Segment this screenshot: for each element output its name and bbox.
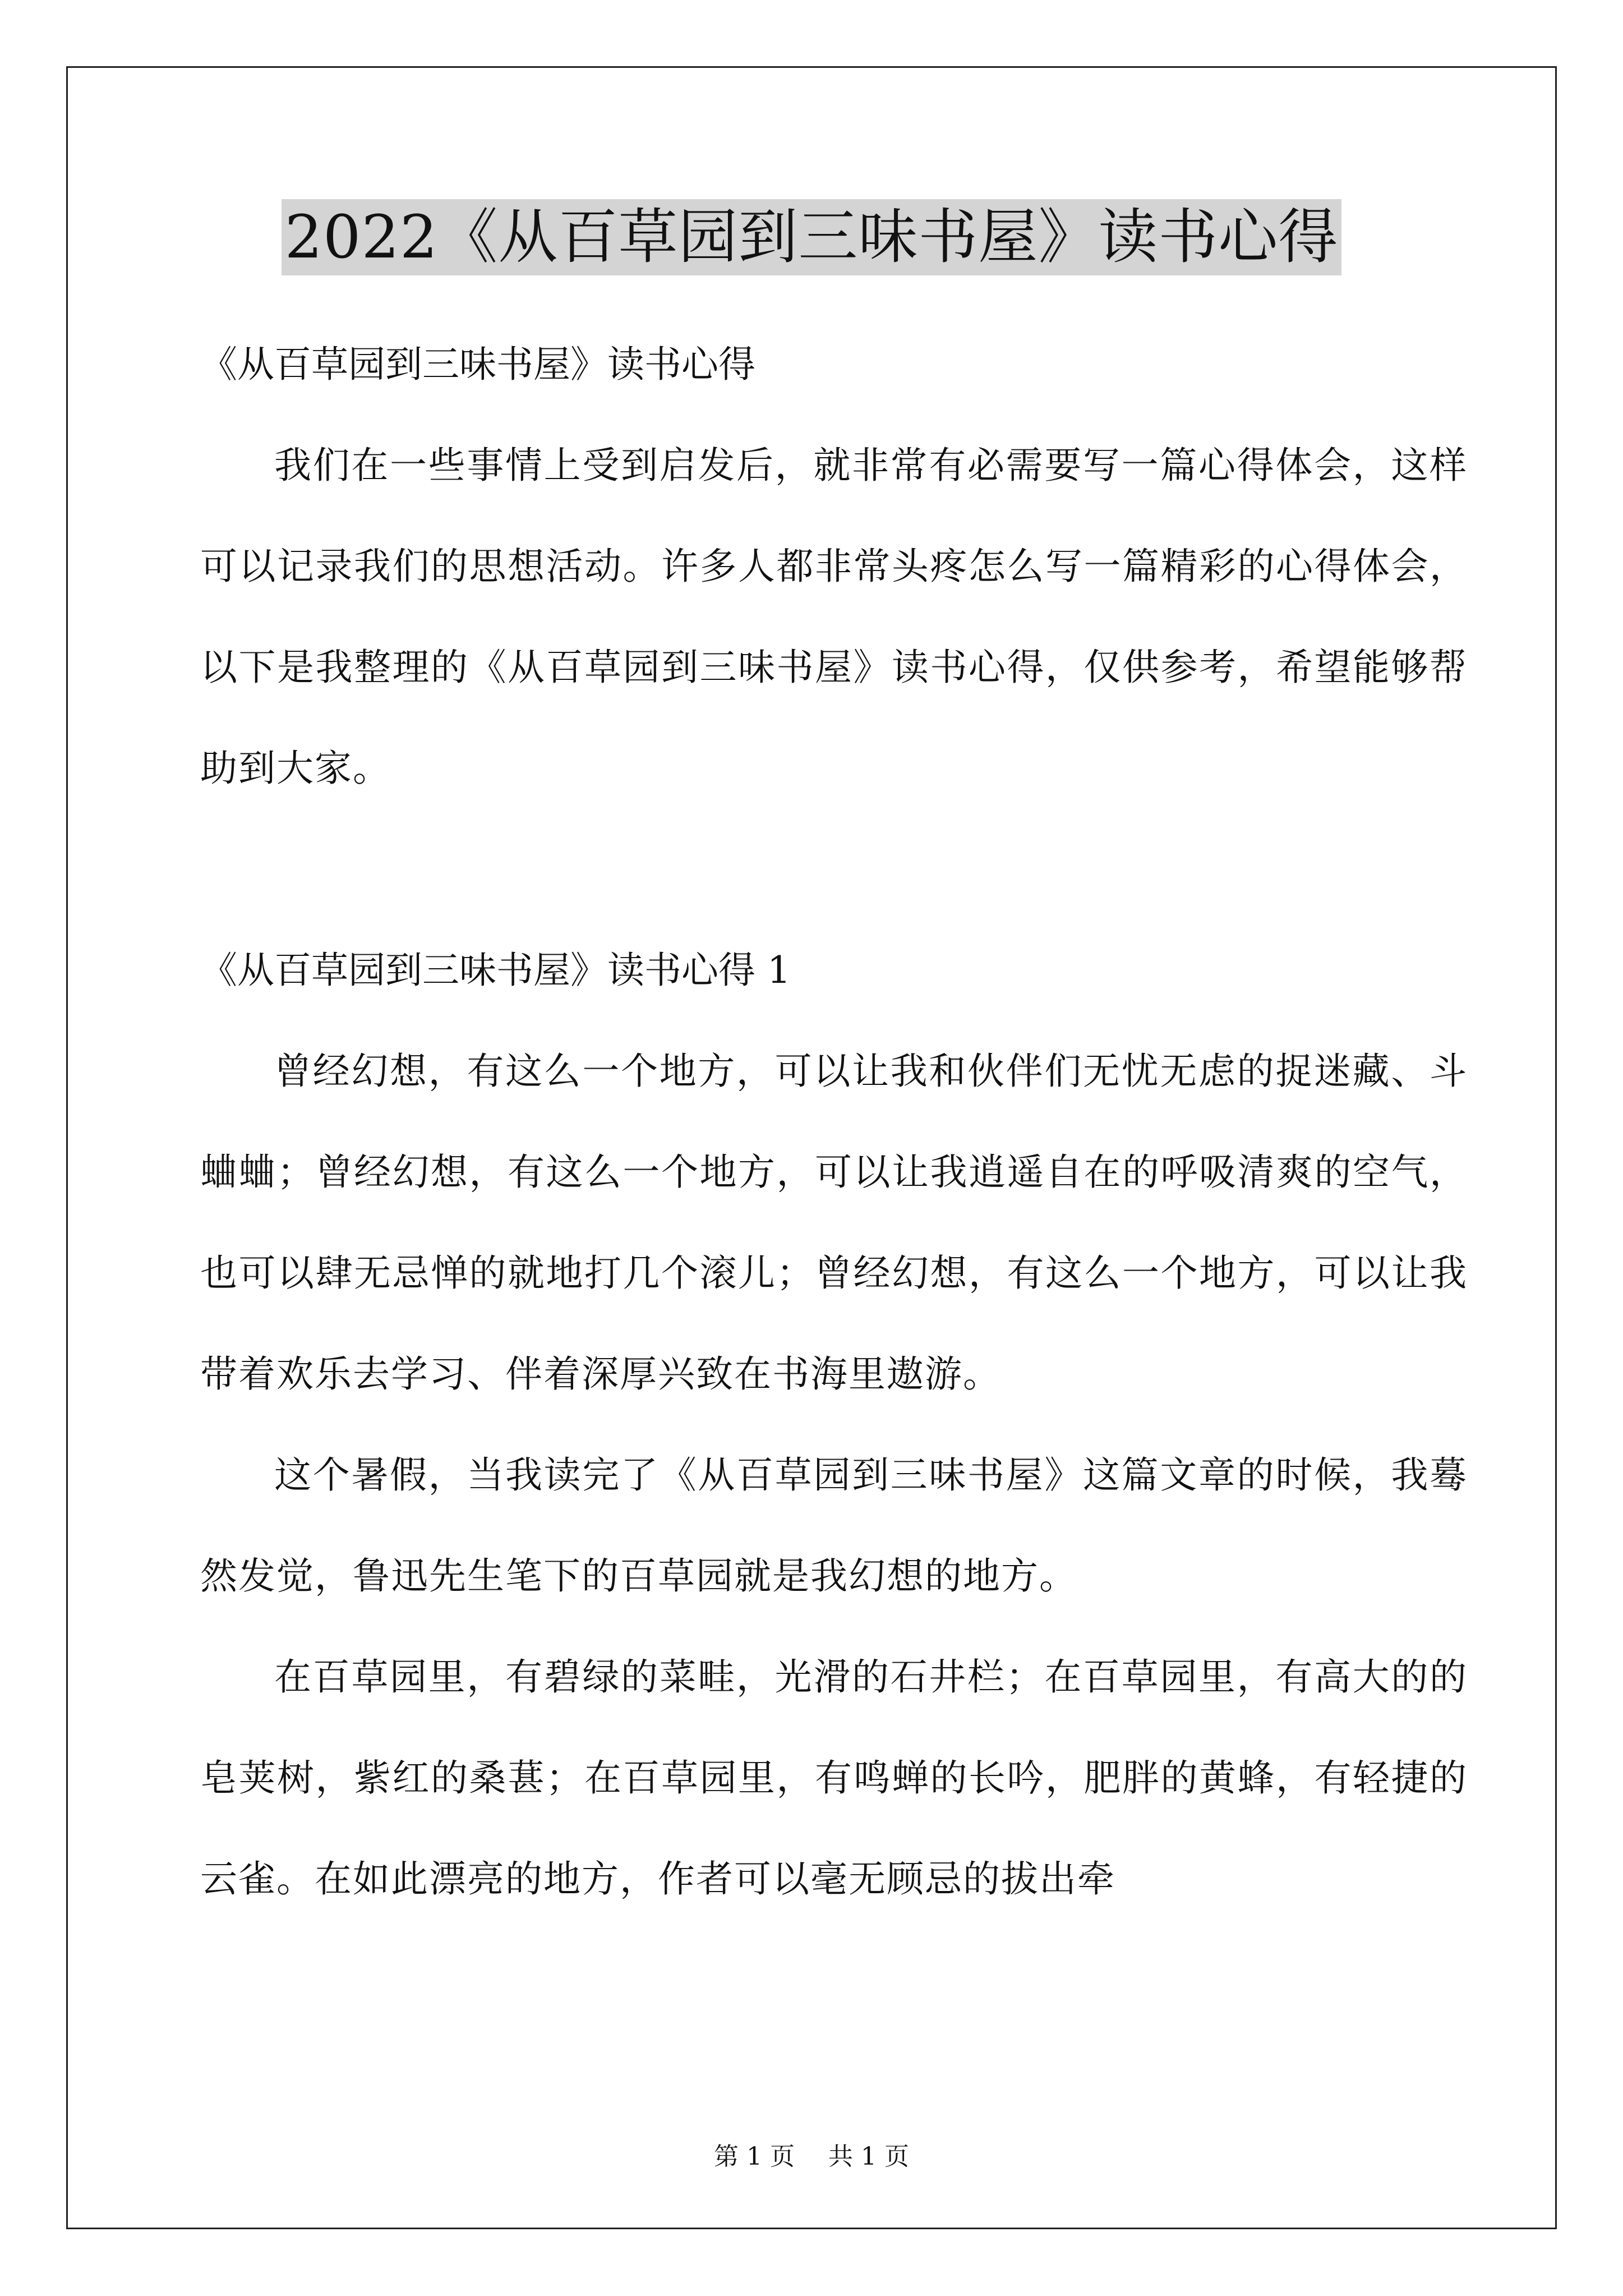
page-total: 共 1 页: [828, 2142, 909, 2171]
page-number: 第 1 页: [714, 2142, 795, 2171]
page-footer: [0, 2140, 1623, 2174]
body-paragraph: 这个暑假，当我读完了《从百草园到三味书屋》这篇文章的时候，我蓦然发觉，鲁迅先生笔下的百草园就是我幻想的地方。: [200, 1453, 1468, 1598]
body-paragraph: 在百草园里，有碧绿的菜畦，光滑的石井栏；在百草园里，有高大的的皂荚树，紫红的桑葚；在百草园里，有鸣蝉的长吟，肥胖的黄蜂，有轻捷的云雀。在如此漂亮的地方，作者可以毫无顾忌的拔出牵: [200, 1655, 1468, 1901]
title-container: [0, 199, 1623, 275]
section-spacer: [200, 819, 1468, 920]
document-body: [200, 314, 1468, 1930]
document-subtitle: 《从百草园到三味书屋》读书心得: [200, 343, 755, 386]
document-title: 2022《从百草园到三味书屋》读书心得: [282, 199, 1342, 275]
body-paragraph: 曾经幻想，有这么一个地方，可以让我和伙伴们无忧无虑的捉迷藏、斗蛐蛐；曾经幻想，有这么一个地方，可以让我逍遥自在的呼吸清爽的空气，也可以肆无忌惮的就地打几个滚儿；曾经幻想，有这么一个地方，可以让我带着欢乐去学习、伴着深厚兴致在书海里遨游。: [200, 1050, 1468, 1396]
intro-paragraph: 我们在一些事情上受到启发后，就非常有必需要写一篇心得体会，这样可以记录我们的思想活动。许多人都非常头疼怎么写一篇精彩的心得体会，以下是我整理的《从百草园到三味书屋》读书心得，仅供参考，希望能够帮助到大家。: [200, 444, 1468, 790]
section-heading: 《从百草园到三味书屋》读书心得 1: [200, 949, 791, 992]
